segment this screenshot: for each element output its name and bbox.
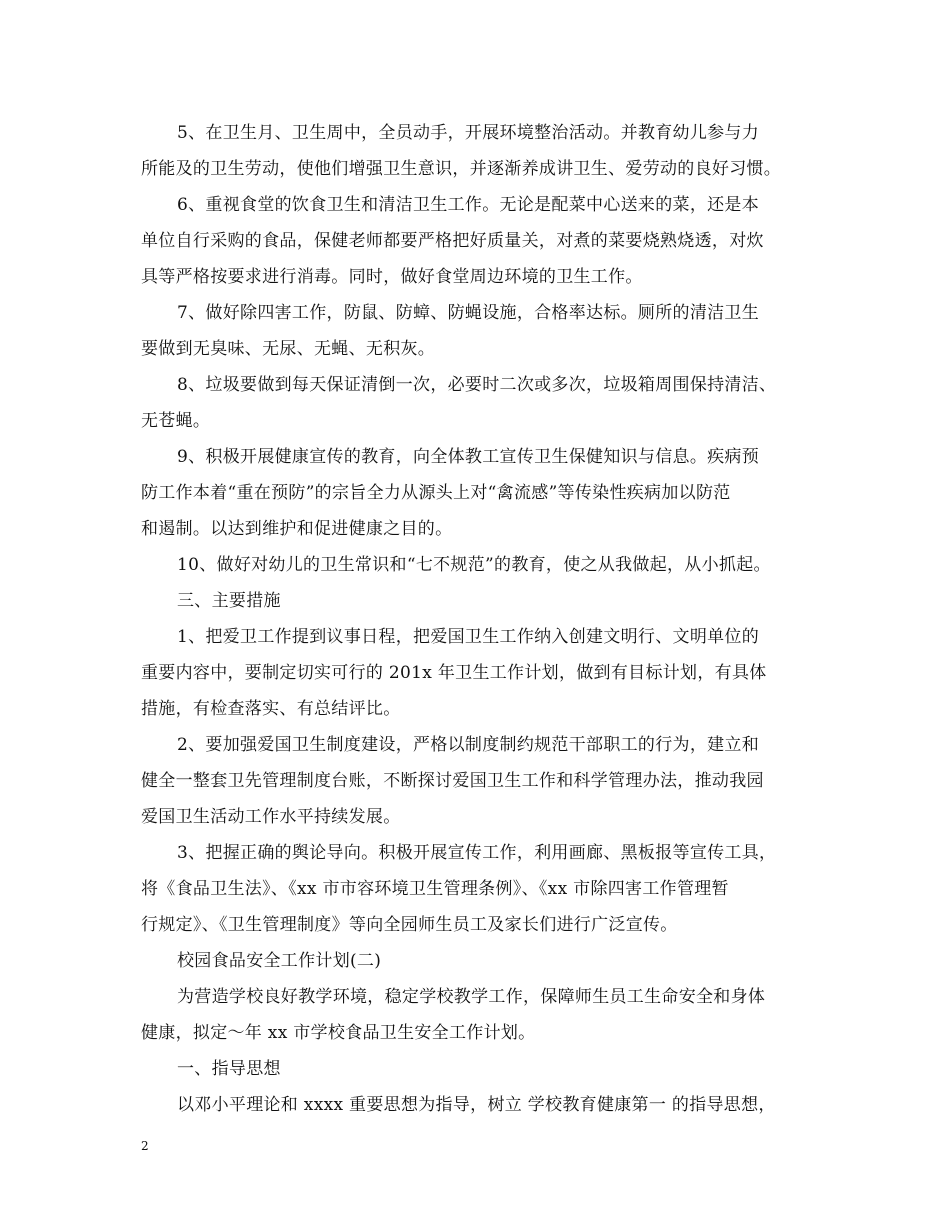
text-line: 10、做好对幼儿的卫生常识和“七不规范”的教育，使之从我做起，从小抓起。 bbox=[177, 555, 771, 575]
text-line: 6、重视食堂的饮食卫生和清洁卫生工作。无论是配菜中心送来的菜，还是本 bbox=[177, 195, 760, 215]
text-line: 健全一整套卫先管理制度台账，不断探讨爱国卫生工作和科学管理办法，推动我园 bbox=[141, 771, 764, 791]
text-line: 2、要加强爱国卫生制度建设，严格以制度制约规范干部职工的行为，建立和 bbox=[177, 735, 760, 755]
text-line: 为营造学校良好教学环境，稳定学校教学工作，保障师生员工生命安全和身体 bbox=[177, 987, 766, 1007]
page-number: 2 bbox=[141, 1139, 149, 1153]
text-line: 爱国卫生活动工作水平持续发展。 bbox=[141, 807, 401, 827]
text-line: 和遏制。以达到维护和促进健康之目的。 bbox=[141, 519, 453, 539]
text-line: 以邓小平理论和 xxxx 重要思想为指导，树立 学校教育健康第一 的指导思想， bbox=[177, 1095, 776, 1115]
text-line: 9、积极开展健康宣传的教育，向全体教工宣传卫生保健知识与信息。疾病预 bbox=[177, 447, 760, 467]
text-line: 8、垃圾要做到每天保证清倒一次，必要时二次或多次，垃圾箱周围保持清洁、 bbox=[177, 375, 777, 395]
text-line: 单位自行采购的食品，保健老师都要严格把好质量关，对煮的菜要烧熟烧透，对炊 bbox=[141, 231, 764, 251]
text-line: 无苍蝇。 bbox=[141, 411, 211, 431]
text-line: 健康，拟定～年 xx 市学校食品卫生安全工作计划。 bbox=[141, 1023, 536, 1043]
text-line: 1、把爱卫工作提到议事日程，把爱国卫生工作纳入创建文明行、文明单位的 bbox=[177, 627, 760, 647]
section-title: 校园食品安全工作计划(二) bbox=[177, 951, 382, 971]
text-line: 重要内容中，要制定切实可行的 201x 年卫生工作计划，做到有目标计划，有具体 bbox=[141, 663, 767, 683]
text-line: 将《食品卫生法》、《xx 市市容环境卫生管理条例》、《xx 市除四害工作管理暂 bbox=[141, 879, 729, 899]
text-line: 措施，有检查落实、有总结评比。 bbox=[141, 699, 401, 719]
text-line: 7、做好除四害工作，防鼠、防蟑、防蝇设施，合格率达标。厕所的清洁卫生 bbox=[177, 303, 760, 323]
text-line: 5、在卫生月、卫生周中，全员动手，开展环境整治活动。并教育幼儿参与力 bbox=[177, 123, 760, 143]
text-line: 具等严格按要求进行消毒。同时，做好食堂周边环境的卫生工作。 bbox=[141, 267, 643, 287]
text-line: 防工作本着“重在预防”的宗旨全力从源头上对“禽流感”等传染性疾病加以防范 bbox=[141, 483, 731, 503]
text-line: 行规定》、《卫生管理制度》等向全园师生员工及家长们进行广泛宣传。 bbox=[141, 915, 678, 935]
text-line: 所能及的卫生劳动，使他们增强卫生意识，并逐渐养成讲卫生、爱劳动的良好习惯。 bbox=[141, 159, 782, 179]
text-line: 要做到无臭味、无尿、无蝇、无积灰。 bbox=[141, 339, 436, 359]
section-heading: 一、指导思想 bbox=[177, 1059, 281, 1079]
section-heading: 三、主要措施 bbox=[177, 591, 281, 611]
text-line: 3、把握正确的舆论导向。积极开展宣传工作，利用画廊、黑板报等宣传工具， bbox=[177, 843, 777, 863]
